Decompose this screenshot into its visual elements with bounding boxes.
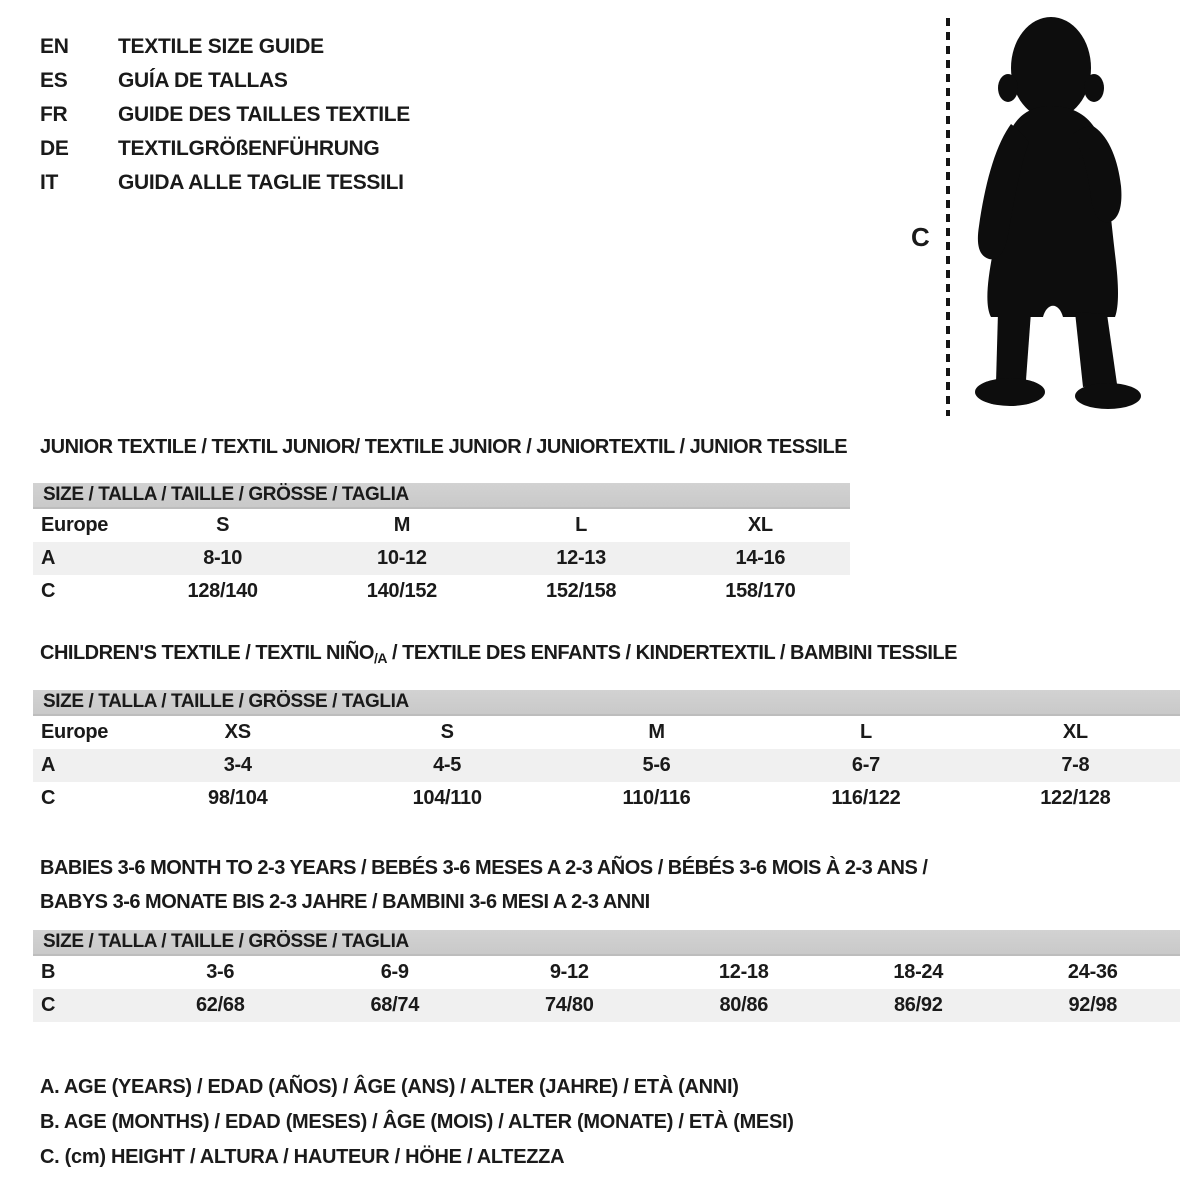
table-row-europe — [33, 716, 1180, 749]
size-header-bar: SIZE / TALLA / TAILLE / GRÖSSE / TAGLIA — [33, 483, 850, 509]
size-cell: L — [575, 514, 588, 536]
legend-height-cm: C. (cm) HEIGHT / ALTURA / HAUTEUR / HÖHE / ALTEZZA — [40, 1146, 565, 1168]
language-code: IT — [40, 171, 59, 194]
guide-title-de: TEXTILGRÖßENFÜHRUNG — [118, 137, 380, 160]
junior-size-table — [33, 483, 850, 608]
height-cell: 104/110 — [412, 787, 482, 809]
height-cell: 86/92 — [893, 994, 943, 1016]
language-row-it — [40, 166, 410, 200]
age-cell: 8-10 — [203, 547, 243, 569]
size-header-bar: SIZE / TALLA / TAILLE / GRÖSSE / TAGLIA — [33, 690, 1180, 716]
table-row-age-months — [33, 956, 1180, 989]
size-cell: XL — [747, 514, 773, 536]
children-title-pre: CHILDREN'S TEXTILE / TEXTIL NIÑO — [40, 642, 374, 664]
measure-legend — [40, 1070, 794, 1175]
language-row-es — [40, 64, 410, 98]
age-cell: 14-16 — [735, 547, 786, 569]
age-cell: 18-24 — [893, 961, 944, 983]
children-title-subscript: /A — [373, 650, 387, 666]
age-cell: 3-6 — [206, 961, 235, 983]
size-cell: S — [440, 721, 454, 743]
language-code: FR — [40, 103, 68, 126]
row-label: A — [41, 754, 56, 776]
height-cell: 98/104 — [208, 787, 268, 809]
legend-age-months: B. AGE (MONTHS) / EDAD (MESES) / ÂGE (MOIS) / ALTER (MONATE) / ETÀ (MESI) — [40, 1111, 794, 1133]
row-label: C — [41, 580, 56, 602]
size-cell: M — [648, 721, 665, 743]
age-cell: 12-18 — [718, 961, 769, 983]
guide-title-it: GUIDA ALLE TAGLIE TESSILI — [118, 171, 404, 194]
height-cell: 68/74 — [370, 994, 420, 1016]
table-row-height-cm — [33, 989, 1180, 1022]
size-cell: L — [859, 721, 872, 743]
age-cell: 10-12 — [377, 547, 427, 569]
age-cell: 3-4 — [223, 754, 252, 776]
height-cell: 62/68 — [195, 994, 245, 1016]
size-cell: XS — [224, 721, 251, 743]
size-cell: XL — [1062, 721, 1088, 743]
height-cell: 128/140 — [187, 580, 258, 602]
children-size-table — [33, 690, 1180, 815]
table-row-height-cm — [33, 782, 1180, 815]
children-title-post: / TEXTILE DES ENFANTS / KINDERTEXTIL / BAMBINI TESSILE — [386, 642, 957, 664]
height-cell: 80/86 — [719, 994, 769, 1016]
language-code: ES — [40, 69, 68, 92]
table-row-age-years — [33, 542, 850, 575]
row-label: A — [41, 547, 56, 569]
age-cell: 5-6 — [642, 754, 671, 776]
row-label: C — [41, 787, 56, 809]
age-cell: 24-36 — [1067, 961, 1118, 983]
size-header-bar: SIZE / TALLA / TAILLE / GRÖSSE / TAGLIA — [33, 930, 1180, 956]
legend-age-years: A. AGE (YEARS) / EDAD (AÑOS) / ÂGE (ANS) / ALTER (JAHRE) / ETÀ (ANNI) — [40, 1076, 739, 1098]
table-row-height-cm — [33, 575, 850, 608]
age-cell: 4-5 — [433, 754, 462, 776]
language-row-fr — [40, 98, 410, 132]
height-measure-label: C — [911, 222, 930, 252]
table-row-europe — [33, 509, 850, 542]
babies-section-title — [40, 851, 927, 919]
babies-size-table — [33, 930, 1180, 1022]
row-label: B — [41, 961, 56, 983]
height-cell: 140/152 — [366, 580, 437, 602]
height-cell: 92/98 — [1068, 994, 1118, 1016]
language-row-en — [40, 30, 410, 64]
row-label: C — [41, 994, 56, 1016]
age-cell: 6-7 — [851, 754, 880, 776]
junior-section-title: JUNIOR TEXTILE / TEXTIL JUNIOR/ TEXTILE JUNIOR / JUNIORTEXTIL / JUNIOR TESSILE — [40, 436, 848, 458]
babies-title-line1: BABIES 3-6 MONTH TO 2-3 YEARS / BEBÉS 3-6 MESES A 2-3 AÑOS / BÉBÉS 3-6 MOIS À 2-3 ANS / — [40, 857, 928, 879]
height-cell: 74/80 — [544, 994, 594, 1016]
height-dashed-line — [946, 18, 950, 416]
table-row-age-years — [33, 749, 1180, 782]
age-cell: 12-13 — [556, 547, 606, 569]
height-cell: 152/158 — [546, 580, 617, 602]
language-row-de — [40, 132, 410, 166]
toddler-silhouette-icon — [965, 14, 1143, 420]
children-section-title — [40, 642, 957, 666]
height-cell: 158/170 — [725, 580, 796, 602]
age-cell: 7-8 — [1061, 754, 1090, 776]
size-cell: M — [393, 514, 411, 536]
language-code: EN — [40, 35, 69, 58]
height-measure-figure — [905, 14, 1155, 426]
age-cell: 6-9 — [380, 961, 409, 983]
row-label: Europe — [41, 721, 109, 743]
guide-title-es: GUÍA DE TALLAS — [118, 69, 288, 92]
height-cell: 110/116 — [622, 787, 691, 809]
row-label: Europe — [41, 514, 109, 536]
guide-title-en: TEXTILE SIZE GUIDE — [118, 35, 324, 58]
babies-title-line2: BABYS 3-6 MONATE BIS 2-3 JAHRE / BAMBINI 3-6 MESI A 2-3 ANNI — [40, 891, 650, 913]
language-code: DE — [40, 137, 69, 160]
guide-title-fr: GUIDE DES TAILLES TEXTILE — [118, 103, 410, 126]
height-cell: 122/128 — [1040, 787, 1111, 809]
size-cell: S — [216, 514, 230, 536]
height-cell: 116/122 — [831, 787, 901, 809]
age-cell: 9-12 — [549, 961, 589, 983]
language-title-list — [40, 30, 410, 200]
